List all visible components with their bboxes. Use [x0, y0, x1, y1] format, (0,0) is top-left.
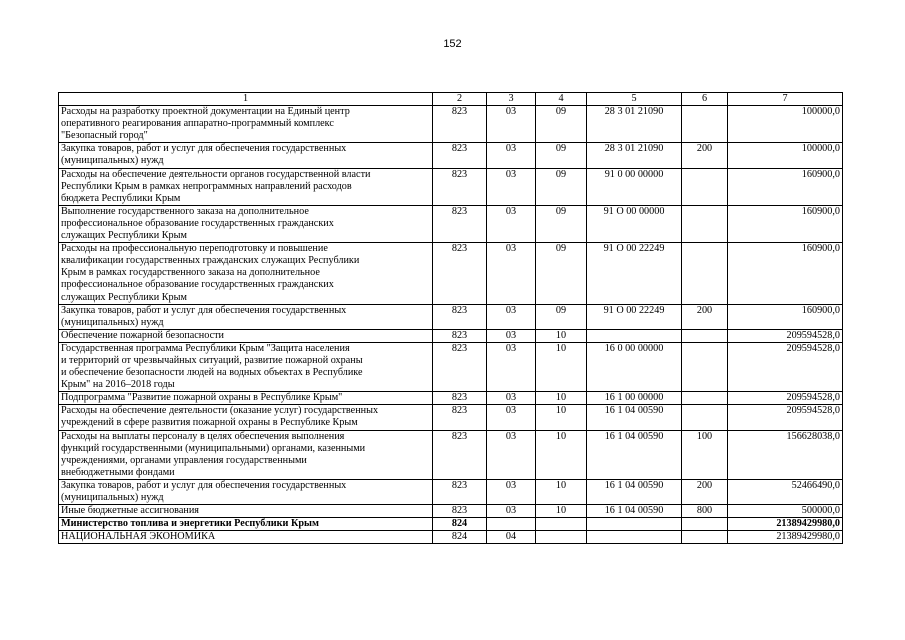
expense-name-line: (муниципальных) нужд: [61, 492, 164, 503]
expense-name-line: внебюджетными фондами: [61, 466, 175, 478]
expense-name-line: бюджета Республики Крым: [61, 192, 181, 204]
expense-type-cell: [682, 342, 728, 391]
target-article-cell: [587, 329, 682, 342]
amount-cell: 52466490,0: [728, 479, 843, 504]
expense-name-line: Закупка товаров, работ и услуг для обеспечения государственных: [61, 143, 347, 155]
amount-cell: 156628038,0: [728, 430, 843, 479]
expense-name-line: Крым в рамках государственного заказа на дополнительное: [61, 267, 320, 279]
ministry-code-cell: 823: [433, 479, 487, 504]
expense-type-cell: 200: [682, 304, 728, 329]
table-row: [59, 168, 843, 205]
table-row: [59, 342, 843, 391]
section-code-cell: 03: [487, 430, 536, 479]
expense-type-cell: 800: [682, 505, 728, 518]
expense-name-line: Выполнение государственного заказа на дополнительное: [61, 205, 309, 217]
section-code-cell: [487, 518, 536, 531]
expense-name-cell: [59, 392, 433, 405]
section-code-cell: 03: [487, 505, 536, 518]
expense-name-line: учреждений в сфере развития пожарной охраны в Республике Крым: [61, 417, 358, 429]
amount-cell: 160900,0: [728, 205, 843, 242]
expense-name-line: Закупка товаров, работ и услуг для обеспечения государственных: [61, 304, 347, 316]
expense-name-cell: [59, 243, 433, 304]
ministry-code-cell: 823: [433, 405, 487, 430]
amount-cell: 209594528,0: [728, 392, 843, 405]
expense-name-cell: [59, 405, 433, 430]
header-col-4: 4: [536, 93, 587, 106]
ministry-code-cell: 823: [433, 329, 487, 342]
ministry-code-cell: 823: [433, 243, 487, 304]
page-number: 152: [443, 38, 462, 50]
expense-name-line: профессиональное образование государственных гражданских: [61, 217, 334, 229]
ministry-code-cell: 823: [433, 205, 487, 242]
table-row: [59, 106, 843, 143]
subsection-code-cell: 10: [536, 505, 587, 518]
expense-name-cell: [59, 205, 433, 242]
expense-name-cell: [59, 168, 433, 205]
table-row: [59, 518, 843, 531]
expense-name-line: Расходы на обеспечение деятельности органов государственной власти: [61, 168, 371, 180]
amount-cell: 100000,0: [728, 106, 843, 143]
target-article-cell: 28 3 01 21090: [587, 106, 682, 143]
table-row: [59, 304, 843, 329]
expense-name-line: Расходы на выплаты персоналу в целях обеспечения выполнения: [61, 430, 345, 442]
amount-cell: 160900,0: [728, 168, 843, 205]
expense-type-cell: [682, 329, 728, 342]
expense-name-line: "Безопасный город": [61, 130, 148, 142]
section-code-cell: 03: [487, 479, 536, 504]
section-code-cell: 03: [487, 405, 536, 430]
amount-cell: 21389429980,0: [728, 531, 843, 544]
expense-name-cell: [59, 304, 433, 329]
table-row: [59, 392, 843, 405]
expense-type-cell: [682, 518, 728, 531]
header-col-3: 3: [487, 93, 536, 106]
ministry-code-cell: 823: [433, 430, 487, 479]
header-row: [59, 93, 843, 106]
expense-name-line: и обеспечение безопасности людей на водных объектах в Республике: [61, 367, 363, 379]
section-code-cell: 03: [487, 392, 536, 405]
expense-name-line: Расходы на обеспечение деятельности (оказание услуг) государственных: [61, 405, 379, 417]
subsection-code-cell: 10: [536, 430, 587, 479]
target-article-cell: [587, 518, 682, 531]
ministry-code-cell: 823: [433, 106, 487, 143]
section-code-cell: 03: [487, 329, 536, 342]
target-article-cell: 16 1 04 00590: [587, 505, 682, 518]
amount-cell: 160900,0: [728, 304, 843, 329]
amount-cell: 100000,0: [728, 143, 843, 168]
expense-name-line: функций государственными (муниципальными) органами, казенными: [61, 442, 366, 454]
subsection-code-cell: 10: [536, 329, 587, 342]
subsection-code-cell: 09: [536, 304, 587, 329]
section-code-cell: 03: [487, 304, 536, 329]
expense-type-cell: [682, 205, 728, 242]
amount-cell: 209594528,0: [728, 329, 843, 342]
expense-name-line: Министерство топлива и энергетики Республики Крым: [61, 518, 319, 530]
header-col-5: 5: [587, 93, 682, 106]
expense-name-line: служащих Республики Крым: [61, 230, 187, 242]
budget-table-body: [59, 106, 843, 544]
expense-name-line: НАЦИОНАЛЬНАЯ ЭКОНОМИКА: [61, 531, 216, 543]
target-article-cell: 16 0 00 00000: [587, 342, 682, 391]
section-code-cell: 03: [487, 243, 536, 304]
amount-cell: 21389429980,0: [728, 518, 843, 531]
ministry-code-cell: 824: [433, 531, 487, 544]
expense-name-line: и территорий от чрезвычайных ситуаций, развитие пожарной охраны: [61, 354, 363, 366]
expense-type-cell: 100: [682, 430, 728, 479]
table-row: [59, 405, 843, 430]
section-code-cell: 03: [487, 143, 536, 168]
expense-name-line: (муниципальных) нужд: [61, 155, 164, 167]
expense-name-line: квалификации государственных гражданских служащих Республики: [61, 255, 360, 267]
subsection-code-cell: 09: [536, 143, 587, 168]
expense-name-line: Обеспечение пожарной безопасности: [61, 329, 225, 341]
expense-name-line: Республики Крым в рамках непрограммных направлений расходов: [61, 180, 352, 192]
amount-cell: 500000,0: [728, 505, 843, 518]
expense-name-line: Подпрограмма "Развитие пожарной охраны в Республике Крым": [61, 392, 343, 404]
expense-type-cell: 200: [682, 479, 728, 504]
subsection-code-cell: 10: [536, 342, 587, 391]
header-col-6: 6: [682, 93, 728, 106]
expense-name-line: служащих Республики Крым: [61, 291, 187, 303]
table-row: [59, 531, 843, 544]
section-code-cell: 03: [487, 106, 536, 143]
table-row: [59, 143, 843, 168]
ministry-code-cell: 823: [433, 342, 487, 391]
expense-name-line: Расходы на профессиональную переподготовку и повышение: [61, 243, 328, 255]
subsection-code-cell: 09: [536, 205, 587, 242]
target-article-cell: 91 О 00 00000: [587, 205, 682, 242]
section-code-cell: 04: [487, 531, 536, 544]
expense-type-cell: [682, 405, 728, 430]
expense-name-line: Крым" на 2016–2018 годы: [61, 379, 175, 391]
expense-name-line: Закупка товаров, работ и услуг для обеспечения государственных: [61, 479, 347, 491]
subsection-code-cell: 10: [536, 405, 587, 430]
expense-name-cell: [59, 430, 433, 479]
header-col-7: 7: [728, 93, 843, 106]
target-article-cell: [587, 531, 682, 544]
subsection-code-cell: 09: [536, 168, 587, 205]
table-row: [59, 505, 843, 518]
target-article-cell: 91 О 00 22249: [587, 243, 682, 304]
ministry-code-cell: 823: [433, 505, 487, 518]
subsection-code-cell: 09: [536, 106, 587, 143]
subsection-code-cell: 10: [536, 479, 587, 504]
expense-type-cell: [682, 106, 728, 143]
header-col-2: 2: [433, 93, 487, 106]
target-article-cell: 28 3 01 21090: [587, 143, 682, 168]
ministry-code-cell: 823: [433, 143, 487, 168]
ministry-code-cell: 824: [433, 518, 487, 531]
expense-name-cell: [59, 505, 433, 518]
ministry-code-cell: 823: [433, 168, 487, 205]
section-code-cell: 03: [487, 342, 536, 391]
expense-name-line: Государственная программа Республики Крым "Защита населения: [61, 342, 350, 354]
expense-name-cell: [59, 106, 433, 143]
target-article-cell: 16 1 04 00590: [587, 430, 682, 479]
amount-cell: 160900,0: [728, 243, 843, 304]
amount-cell: 209594528,0: [728, 405, 843, 430]
target-article-cell: 16 1 04 00590: [587, 405, 682, 430]
section-code-cell: 03: [487, 168, 536, 205]
subsection-code-cell: [536, 518, 587, 531]
expense-name-cell: [59, 518, 433, 531]
table-row: [59, 205, 843, 242]
header-col-1: 1: [59, 93, 433, 106]
expense-type-cell: 200: [682, 143, 728, 168]
table-row: [59, 329, 843, 342]
subsection-code-cell: [536, 531, 587, 544]
expense-name-line: профессиональное образование государственных гражданских: [61, 279, 334, 291]
table-row: [59, 243, 843, 304]
ministry-code-cell: 823: [433, 392, 487, 405]
expense-name-line: учреждениями, органами управления государственными: [61, 454, 307, 466]
table-row: [59, 479, 843, 504]
amount-cell: 209594528,0: [728, 342, 843, 391]
expense-name-cell: [59, 531, 433, 544]
ministry-code-cell: 823: [433, 304, 487, 329]
expense-type-cell: [682, 168, 728, 205]
expense-name-line: Иные бюджетные ассигнования: [61, 505, 199, 517]
target-article-cell: 91 0 00 00000: [587, 168, 682, 205]
expense-name-cell: [59, 143, 433, 168]
target-article-cell: 16 1 00 00000: [587, 392, 682, 405]
table-row: [59, 430, 843, 479]
target-article-cell: 16 1 04 00590: [587, 479, 682, 504]
expense-name-line: Расходы на разработку проектной документации на Единый центр: [61, 106, 350, 118]
target-article-cell: 91 О 00 22249: [587, 304, 682, 329]
expense-name-line: оперативного реагирования аппаратно-программный комплекс: [61, 118, 334, 130]
expense-name-line: (муниципальных) нужд: [61, 316, 164, 328]
expense-name-cell: [59, 479, 433, 504]
expense-name-cell: [59, 329, 433, 342]
budget-table: [58, 92, 843, 544]
section-code-cell: 03: [487, 205, 536, 242]
subsection-code-cell: 10: [536, 392, 587, 405]
expense-type-cell: [682, 243, 728, 304]
subsection-code-cell: 09: [536, 243, 587, 304]
expense-name-cell: [59, 342, 433, 391]
expense-type-cell: [682, 531, 728, 544]
expense-type-cell: [682, 392, 728, 405]
